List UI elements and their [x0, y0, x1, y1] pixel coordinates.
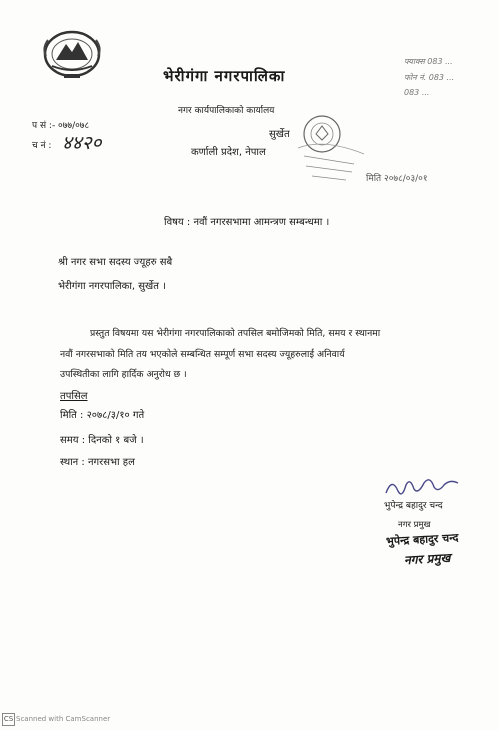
- office-name: नगर कार्यपालिकाको कार्यालय: [178, 106, 275, 116]
- subject-line: विषय : नवौं नगरसभामा आमन्त्रण सम्बन्धमा ।: [164, 217, 330, 228]
- signatory-role: नगर प्रमुख: [398, 520, 431, 530]
- signature-icon: [382, 473, 464, 501]
- body-line-2: नवौं नगरसभाको मिति तय भएकोले सम्बन्धित सम्पूर्ण सभा सदस्य ज्यूहरुलाई अनिवार्य: [60, 349, 345, 360]
- letter-date: मिति २०७८/०३/०१: [366, 174, 428, 184]
- contact-phone-2: 083 ...: [404, 88, 430, 97]
- details-time: समय : दिनको १ बजे ।: [60, 435, 144, 446]
- contact-fax: फ्याक्स 083 ...: [404, 57, 453, 66]
- recipient-line-2: भेरीगंगा नगरपालिका, सुर्खेत ।: [58, 281, 166, 292]
- details-header: तपसिल: [60, 391, 88, 402]
- seal-role: नगर प्रमुख: [403, 550, 451, 568]
- district-name: सुर्खेत: [269, 129, 290, 140]
- body-line-1: प्रस्तुत विषयमा यस भेरीगंगा नगरपालिकाको तपसिल बमोजिमको मिति, समय र स्थानमा: [90, 328, 381, 339]
- details-place: स्थान : नगरसभा हल: [60, 457, 135, 468]
- scanner-footer: Scanned with CamScanner: [16, 715, 111, 723]
- ref-ps: प सं :- ०७७/०७८: [32, 121, 90, 131]
- ref-cn-label: च नं :: [32, 141, 52, 151]
- dispatch-stamp-icon: [294, 108, 366, 194]
- details-date: मिति : २०७८/३/१० गते: [60, 410, 145, 421]
- contact-phone: फोन नं. 083 ...: [404, 73, 455, 82]
- body-line-3: उपस्थितीका लागि हार्दिक अनुरोध छ ।: [60, 369, 187, 380]
- camscanner-icon: CS: [2, 713, 15, 726]
- nepal-emblem-icon: [38, 26, 106, 82]
- signatory-name: भुपेन्द्र बहादुर चन्द: [384, 501, 443, 511]
- province-name: कर्णाली प्रदेश, नेपाल: [191, 147, 266, 158]
- ref-cn-handwritten: ४४२०: [62, 132, 102, 154]
- org-name: भेरीगंगा नगरपालिका: [163, 67, 286, 85]
- recipient-line-1: श्री नगर सभा सदस्य ज्यूहरु सबै: [58, 257, 173, 268]
- seal-name: भुपेन्द्र बहादुर चन्द: [385, 531, 459, 548]
